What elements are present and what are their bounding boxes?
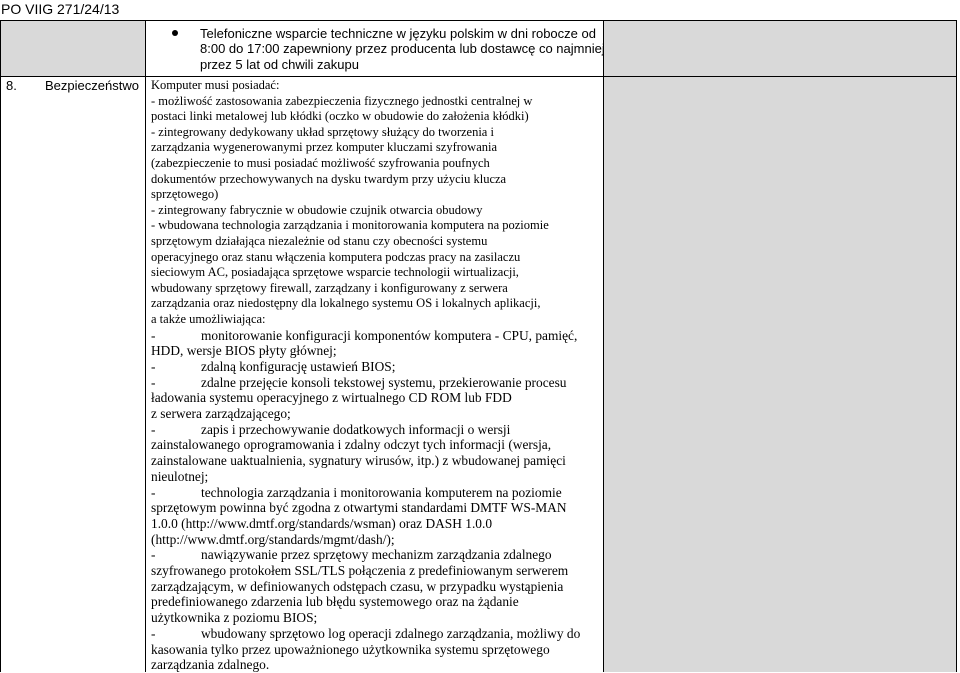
list-dash: - <box>151 625 156 641</box>
gray-column-right <box>604 20 956 672</box>
list-dash: - <box>151 374 156 390</box>
list-line <box>151 532 591 548</box>
list-line <box>151 453 591 469</box>
table-border-left <box>0 20 1 672</box>
support-line: przez 5 lat od chwili zakupu <box>200 56 359 72</box>
text-line: - wbudowana technologia zarządzania i monitorowania komputera na poziomie <box>151 218 549 233</box>
text-line: wbudowany sprzętowy firewall, zarządzany i konfigurowany z serwera <box>151 280 508 295</box>
text-line: a także umożliwiająca: <box>151 311 266 326</box>
row-number: 8. <box>6 78 17 93</box>
list-line <box>151 594 591 610</box>
column-divider-1 <box>145 20 146 672</box>
list-line <box>151 642 591 658</box>
list-text: zapis i przechowywanie dodatkowych informacji o wersji <box>201 421 511 437</box>
table-border-top <box>0 20 957 21</box>
list-line <box>151 579 591 595</box>
list-line <box>151 485 591 501</box>
list-line <box>151 469 591 485</box>
list-line <box>151 610 591 626</box>
list-line <box>151 390 591 406</box>
list-text: zdalne przejęcie konsoli tekstowej systemu, przekierowanie procesu <box>201 374 567 390</box>
text-line: postaci linki metalowej lub kłódki (oczko w obudowie do założenia kłódki) <box>151 109 529 124</box>
list-dash: - <box>151 358 156 374</box>
list-text: sprzętowym powinna być zgodna z otwartymi standardami DMTF WS-MAN <box>151 500 567 516</box>
support-item <box>200 26 610 72</box>
list-text: technologia zarządzania i monitorowania komputerem na poziomie <box>201 484 562 500</box>
text-line: - zintegrowany dedykowany układ sprzętowy służący do tworzenia i <box>151 124 494 139</box>
list-line <box>151 359 591 375</box>
text-line: zarządzania wygenerowanymi przez komputer kluczami szyfrowania <box>151 140 498 155</box>
list-line <box>151 500 591 516</box>
list-text: nawiązywanie przez sprzętowy mechanizm zarządzania zdalnego <box>201 547 552 563</box>
list-line <box>151 422 591 438</box>
text-line: - zintegrowany fabrycznie w obudowie czujnik otwarcia obudowy <box>151 202 483 217</box>
text-line: - możliwość zastosowania zabezpieczenia fizycznego jednostki centralnej w <box>151 93 533 108</box>
requirements-text <box>151 78 591 673</box>
row-divider <box>0 76 957 77</box>
list-line <box>151 563 591 579</box>
list-line <box>151 516 591 532</box>
support-line: 8:00 do 17:00 zapewniony przez producenta lub dostawcę co najmniej <box>200 41 605 57</box>
list-line <box>151 437 591 453</box>
list-text: nieulotnej; <box>151 468 209 484</box>
list-line <box>151 626 591 642</box>
list-text: zarządzającym, w definiowanych odstępach czasu, w przypadku wystąpienia <box>151 578 564 594</box>
text-line: (zabezpieczenie to musi posiadać możliwość szyfrowania poufnych <box>151 155 490 170</box>
table-border-right <box>956 20 957 672</box>
gray-column-left <box>1 20 145 76</box>
list-text: (http://www.dmtf.org/standards/mgmt/dash/); <box>151 531 395 547</box>
text-line: sprzętowym działająca niezależnie od stanu czy obecności systemu <box>151 233 488 248</box>
list-line <box>151 406 591 422</box>
list-text: zainstalowanego oprogramowania i zdalny odczyt tych informacji (wersja, <box>151 437 552 453</box>
list-text: HDD, wersje BIOS płyty głównej; <box>151 343 337 359</box>
text-line: zarządzania oraz niedostępny dla lokalnego systemu OS i lokalnych aplikacji, <box>151 296 541 311</box>
list-line <box>151 343 591 359</box>
text-line: sieciowym AC, posiadająca sprzętowe wsparcie technologii wirtualizacji, <box>151 265 519 280</box>
list-text: wbudowany sprzętowo log operacji zdalnego zarządzania, możliwy do <box>201 625 581 641</box>
list-dash: - <box>151 547 156 563</box>
list-line <box>151 547 591 563</box>
list-text: zdalną konfigurację ustawień BIOS; <box>201 358 396 374</box>
list-text: zainstalowane uaktualnienia, sygnatury wirusów, itp.) z wbudowanej pamięci <box>151 453 566 469</box>
list-text: ładowania systemu operacyjnego z wirtualnego CD ROM lub FDD <box>151 390 512 406</box>
list-line <box>151 328 591 344</box>
text-line: operacyjnego oraz stanu włączenia komputera podczas pracy na zasilaczu <box>151 249 521 264</box>
list-text: monitorowanie konfiguracji komponentów komputera - CPU, pamięć, <box>201 327 578 343</box>
list-text: zarządzania zdalnego. <box>151 657 270 673</box>
document-id: PO VIIG 271/24/13 <box>1 1 120 17</box>
text-line: sprzętowego) <box>151 187 219 202</box>
list-text: szyfrowanego protokołem SSL/TLS połączenia z predefiniowanym serwerem <box>151 563 569 579</box>
support-line: Telefoniczne wsparcie techniczne w języku polskim w dni robocze od <box>200 26 596 41</box>
text-line: dokumentów przechowywanych na dysku twardym przy użyciu klucza <box>151 171 507 186</box>
bullet-icon <box>172 30 178 36</box>
list-dash: - <box>151 421 156 437</box>
list-text: 1.0.0 (http://www.dmtf.org/standards/wsman) oraz DASH 1.0.0 <box>151 515 493 531</box>
text-line: Komputer musi posiadać: <box>151 78 280 92</box>
list-text: predefiniowanego zdarzenia lub błędu systemowego oraz na żądanie <box>151 594 519 610</box>
column-divider-2 <box>603 20 604 672</box>
list-text: z serwera zarządzającego; <box>151 406 291 422</box>
list-dash: - <box>151 484 156 500</box>
list-text: użytkownika z poziomu BIOS; <box>151 610 318 626</box>
spec-table <box>0 20 957 672</box>
list-line <box>151 375 591 391</box>
list-text: kasowania tylko przez upoważnionego użytkownika systemu sprzętowego <box>151 641 550 657</box>
row-name: Bezpieczeństwo <box>45 78 139 93</box>
list-dash: - <box>151 327 156 343</box>
